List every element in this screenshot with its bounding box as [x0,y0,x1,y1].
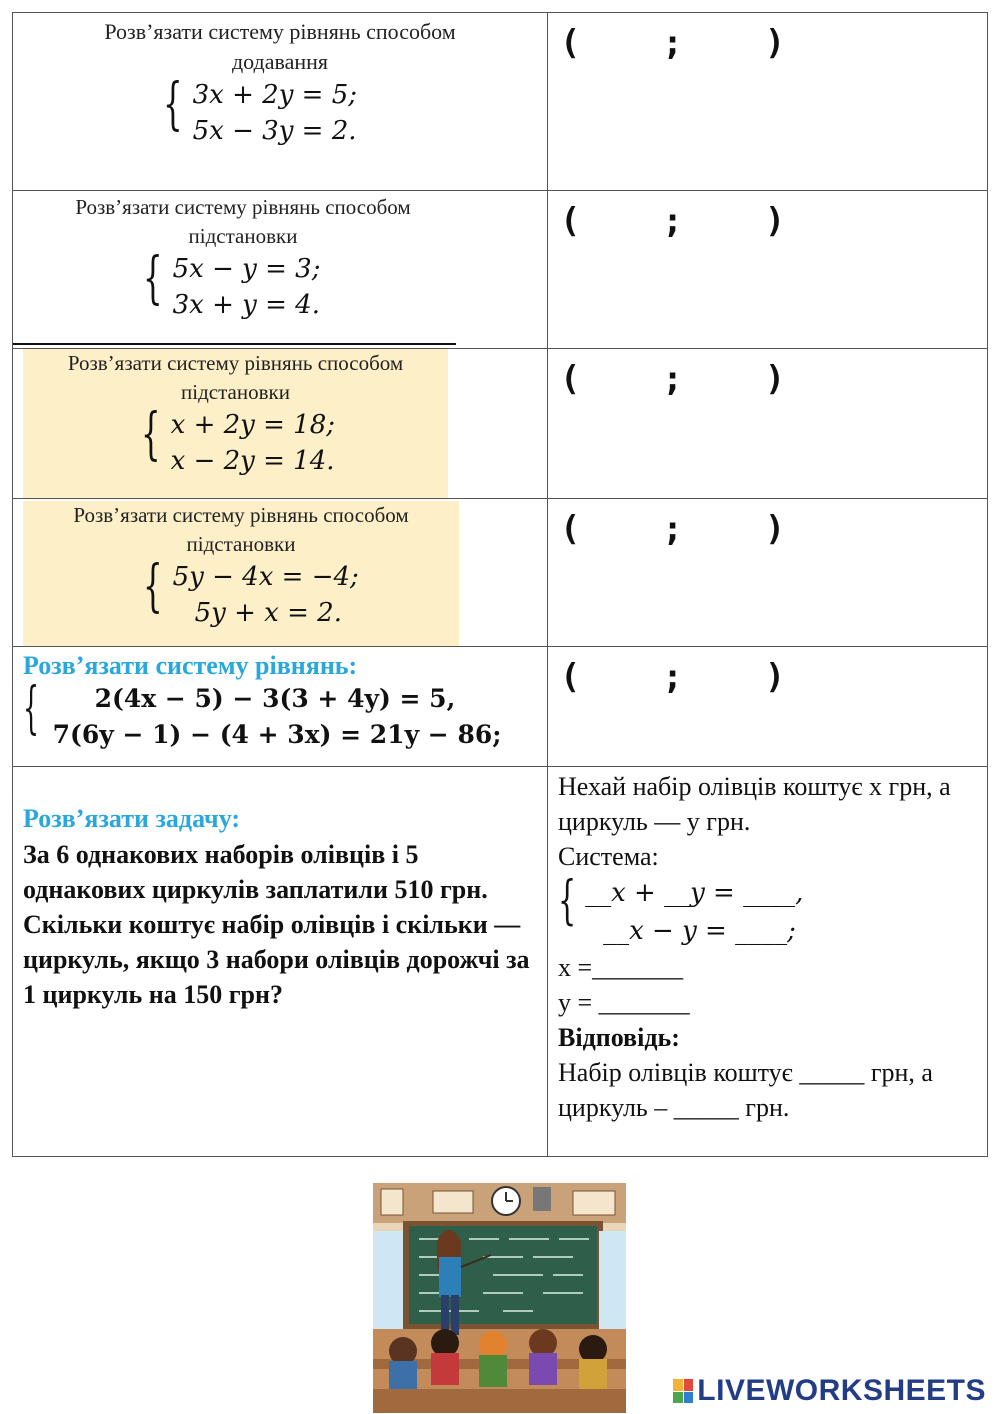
brace-icon: { [141,402,161,467]
brace-icon: { [143,554,163,619]
solution-cell [548,767,988,1157]
title-line-1: Розв’язати систему рівнянь способом [73,503,409,527]
solution-eq1-input[interactable]: __x + __y = ____, [585,878,804,908]
liveworksheets-logo [673,1374,986,1408]
equation: 5x − y = 3; [172,254,321,284]
answer-cell-3[interactable] [548,349,988,499]
answer-field-3[interactable]: ( ; ) [560,359,786,399]
equation: x + 2y = 18; [170,410,336,440]
task-title-1 [13,17,547,77]
equation-system-4 [143,554,459,631]
equation: x − 2y = 14. [170,446,335,476]
task-cell-3 [13,349,548,499]
task-row-1 [13,13,988,191]
equation: 5x − 3y = 2. [192,116,357,146]
x-answer-input[interactable]: x =_______ [558,953,684,982]
task-cell-1 [13,13,548,191]
answer-label: Відповідь: [558,1023,680,1052]
task-title-3 [23,349,448,407]
classroom-illustration [373,1183,626,1413]
answer-field-5[interactable]: ( ; ) [560,657,786,697]
problem-row [13,767,988,1157]
task-row-5 [13,647,988,767]
answer-field-2[interactable]: ( ; ) [560,201,786,241]
system-label: Система: [558,842,659,871]
equation: 7(6y − 1) − (4 + 3x) = 21y − 86; [52,720,502,749]
task-cell-4 [13,499,548,647]
answer-field-4[interactable]: ( ; ) [560,509,786,549]
task-row-4 [13,499,988,647]
solution-system [558,871,977,950]
task-cell-2 [13,191,548,349]
answer-cell-5[interactable] [548,647,988,767]
task-row-2 [13,191,988,349]
task-row-3 [13,349,988,499]
equation-system-5 [23,676,537,753]
title-line-2: додавання [231,49,329,74]
title-line-1: Розв’язати систему рівнянь способом [104,19,456,44]
brace-icon: { [163,72,183,137]
equation-system-1 [163,72,547,149]
answer-cell-4[interactable] [548,499,988,647]
answer-cell-2[interactable] [548,191,988,349]
y-answer-input[interactable]: y = _______ [558,988,690,1017]
watermark-text: LIVEWORKSHEETS [697,1374,986,1407]
problem-cell [13,767,548,1157]
final-answer-input[interactable]: Набір олівців коштує _____ грн, а циркуль – _____ грн. [558,1058,933,1122]
task-title-5: Розв’язати систему рівнянь: [23,651,358,680]
brace-icon: { [23,676,40,741]
equation-system-3 [141,402,448,479]
task-title-2 [13,193,473,251]
solution-intro: Нехай набір олівців коштує x грн, а циркуль — y грн. [558,772,951,836]
equation: 2(4x − 5) − 3(3 + 4y) = 5, [94,684,456,713]
title-line-1: Розв’язати систему рівнянь способом [67,351,404,375]
brace-icon: { [143,246,163,311]
answer-cell-1[interactable] [548,13,988,191]
problem-title: Розв’язати задачу: [23,804,241,833]
equation: 3x + y = 4. [172,290,320,320]
answer-field-1[interactable]: ( ; ) [560,23,786,63]
equation: 3x + 2y = 5; [192,80,358,110]
title-line-2: підстановки [186,532,296,556]
equation: 5y + x = 2. [194,598,342,628]
task-cell-5 [13,647,548,767]
liveworksheets-icon [673,1379,693,1403]
title-line-2: підстановки [188,224,298,248]
solution-eq2-input[interactable]: __x − y = ____; [603,916,796,946]
title-line-2: підстановки [181,380,290,404]
classroom-drawing [373,1183,626,1413]
brace-icon: { [558,871,577,931]
title-line-1: Розв’язати систему рівнянь способом [75,195,411,219]
problem-text: За 6 однакових наборів олівців і 5 однакових циркулів заплатили 510 грн. Скільки коштує набір олівців і скільки — циркуль, якщо 3 набори олівців дорожчі за 1 циркуль на 150 грн? [23,840,530,1009]
task-title-4 [23,501,459,559]
equation-system-2 [143,246,456,323]
worksheet-table [12,12,988,1157]
equation: 5y − 4x = −4; [172,562,359,592]
